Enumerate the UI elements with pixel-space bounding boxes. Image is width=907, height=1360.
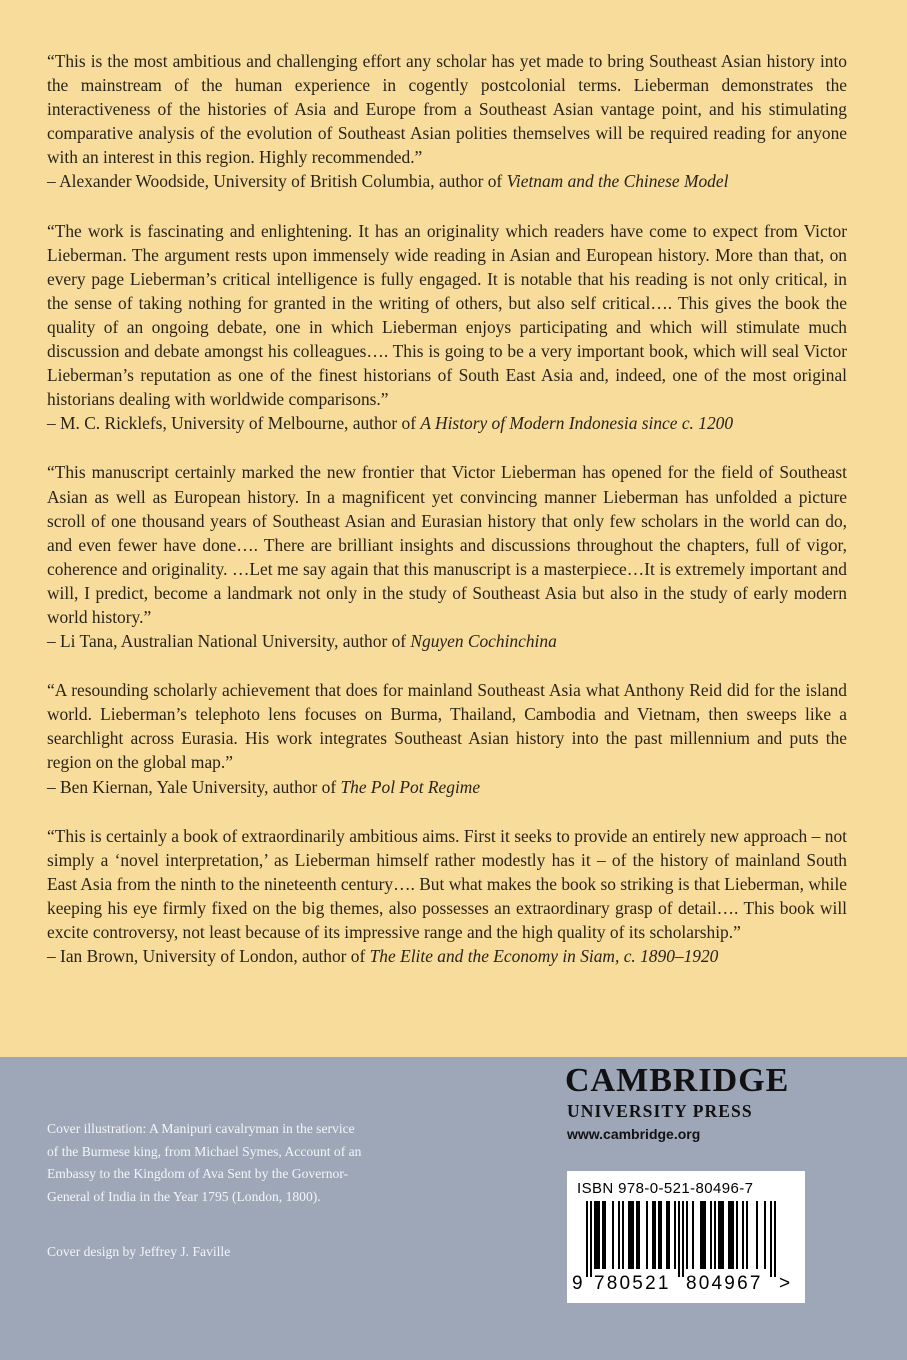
quote-text: “A resounding scholarly achievement that does for mainland Southeast Asia what Anthony Reid did for the island world. Lieberman’s telephoto lens focuses on Burma, Thailand, Cambodia and Vietnam, then sweeps like a searchlight across Eurasia. His work integrates Southeast Asian history into the past millennium and puts the region on the global map.”	[47, 680, 847, 773]
quote-text: “This is the most ambitious and challenging effort any scholar has yet made to bring Southeast Asian history into the mainstream of the human experience in cogently postcolonial terms. Lieberman demonstrates the interactiveness of the histories of Asia and Europe from a Southeast Asian vantage point, and his stimulating comparative analysis of the evolution of Southeast Asian polities themselves will be required reading for anyone with an interest in this region. Highly recommended.”	[47, 51, 847, 168]
quote-brown	[47, 824, 847, 969]
barcode-bar	[682, 1201, 684, 1277]
quote-attribution	[47, 775, 847, 799]
barcode-bar	[692, 1201, 694, 1269]
endorsement-quotes	[47, 49, 847, 993]
barcode-left-digits: 780521	[594, 1273, 671, 1294]
barcode-bar	[770, 1201, 772, 1277]
attribution-text: – Ben Kiernan, Yale University, author of	[47, 776, 341, 797]
barcode-bar	[730, 1201, 732, 1269]
attribution-text: – Li Tana, Australian National University, author of	[47, 631, 411, 652]
quote-attribution	[47, 411, 847, 435]
barcode-bar	[714, 1201, 716, 1269]
barcode-bar	[618, 1201, 620, 1269]
quote-ricklefs	[47, 219, 847, 436]
quote-text: “The work is fascinating and enlightening. It has an originality which readers have come to expect from Victor Lieberman. The argument rests upon immensely wide reading in Asian and European history. More than that, on every page Lieberman’s critical intelligence is fully engaged. It is notable that his reading is not only critical, in the sense of taking nothing for granted in the writing of others, but also self critical…. This gives the book the quality of an ongoing debate, one in which Lieberman enjoys participating and which will stimulate much discussion and debate amongst his colleagues…. This is going to be a very important book, which will seal Victor Lieberman’s reputation as one of the finest historians of South East Asia and, indeed, one of the most original historians dealing with worldwide comparisons.”	[47, 220, 847, 410]
publisher-logo-subtitle: UNIVERSITY PRESS	[567, 1101, 753, 1121]
barcode-bar	[632, 1201, 634, 1269]
attribution-text: – Ian Brown, University of London, author of	[47, 946, 370, 967]
barcode-bar	[774, 1201, 776, 1277]
attribution-work: Vietnam and the Chinese Model	[506, 171, 729, 192]
barcode-bar	[602, 1201, 604, 1269]
barcode-bar	[756, 1201, 758, 1269]
cover-design-credit: Cover design by Jeffrey J. Faville	[47, 1244, 231, 1259]
barcode-bar	[704, 1201, 706, 1269]
barcode-bar	[598, 1201, 600, 1269]
barcode-bar	[678, 1201, 680, 1277]
barcode-bar	[660, 1201, 662, 1269]
quote-text: “This manuscript certainly marked the new frontier that Victor Lieberman has opened for the field of Southeast Asian as well as European history. In a magnificent yet convincing manner Lieberman has unfolded a picture scroll of one thousand years of Southeast Asian and Eurasian history that only few scholars in the world can do, and even fewer have done…. There are brilliant insights and discussions throughout the chapters, full of vigor, coherence and originality. …Let me say again that this manuscript is a masterpiece…It is extremely important and will, I predict, become a landmark not only in the study of Southeast Asia but also in the study of early modern world history.”	[47, 462, 847, 627]
cover-illustration-credit: Cover illustration: A Manipuri cavalryman in the service of the Burmese king, from Michael Symes, Account of an Embassy to the Kingdom of Ava Sent by the Governor-General of India in the Year 1795 (London, 1800).	[47, 1121, 362, 1204]
publisher-url: www.cambridge.org	[567, 1126, 701, 1142]
quote-kiernan	[47, 678, 847, 798]
barcode-first-digit: 9	[572, 1273, 585, 1294]
quote-attribution	[47, 629, 847, 653]
barcode-bar	[746, 1201, 748, 1269]
quote-text: “This is certainly a book of extraordinarily ambitious aims. First it seeks to provide an entirely new approach – not simply a ‘novel interpretation,’ as Lieberman himself rather modestly has it – of the history of mainland South East Asia from the ninth to the nineteenth century…. But what makes the book so striking is that Lieberman, while keeping his eye firmly fixed on the big themes, also possesses an extraordinary grasp of detail…. This book will excite controversy, not least because of its impressive range and the high quality of its scholarship.”	[47, 825, 847, 942]
barcode-bar	[674, 1201, 676, 1269]
quote-woodside	[47, 49, 847, 194]
barcode-bar	[636, 1201, 638, 1269]
barcode-bar	[732, 1201, 734, 1269]
barcode-bar	[702, 1201, 704, 1269]
isbn-barcode	[567, 1171, 805, 1303]
barcode-quiet-zone-mark: >	[779, 1273, 793, 1294]
attribution-work: The Pol Pot Regime	[340, 776, 481, 797]
barcode-bar	[646, 1201, 648, 1269]
barcode-bar	[722, 1201, 724, 1269]
barcode-bar	[652, 1201, 654, 1269]
attribution-work: The Elite and the Economy in Siam, c. 1890–1920	[369, 946, 719, 967]
barcode-bar	[668, 1201, 670, 1269]
barcode-bar	[594, 1201, 596, 1269]
attribution-text: – M. C. Ricklefs, University of Melbourne, author of	[47, 413, 421, 434]
barcode-right-digits: 804967	[686, 1273, 763, 1294]
barcode-bar	[764, 1201, 766, 1269]
barcode-bar	[622, 1201, 624, 1269]
barcode-bar	[628, 1201, 630, 1269]
quote-attribution	[47, 169, 847, 193]
quote-li-tana	[47, 460, 847, 653]
barcode-bar	[728, 1201, 730, 1269]
barcode-bar	[604, 1201, 606, 1269]
publisher-logo-name: CAMBRIDGE	[565, 1062, 790, 1099]
barcode-bar	[586, 1201, 588, 1277]
barcode-bar	[686, 1201, 688, 1269]
barcode-graphic	[567, 1171, 805, 1303]
barcode-bar	[654, 1201, 656, 1269]
barcode-bar	[638, 1201, 640, 1269]
attribution-work: A History of Modern Indonesia since c. 1200	[420, 413, 734, 434]
quote-attribution	[47, 944, 847, 968]
attribution-work: Nguyen Cochinchina	[410, 631, 557, 652]
isbn-label: ISBN 978-0-521-80496-7	[577, 1180, 754, 1197]
barcode-bar	[596, 1201, 598, 1269]
attribution-text: – Alexander Woodside, University of British Columbia, author of	[47, 171, 507, 192]
barcode-bar	[658, 1201, 660, 1269]
barcode-bar	[742, 1201, 744, 1269]
barcode-bar	[590, 1201, 592, 1277]
barcode-bar	[630, 1201, 632, 1269]
barcode-bar	[666, 1201, 668, 1269]
barcode-bar	[718, 1201, 720, 1269]
barcode-bar	[720, 1201, 722, 1269]
barcode-bar	[700, 1201, 702, 1269]
barcode-bar	[710, 1201, 712, 1269]
barcode-bar	[612, 1201, 614, 1269]
barcode-bar	[736, 1201, 738, 1269]
